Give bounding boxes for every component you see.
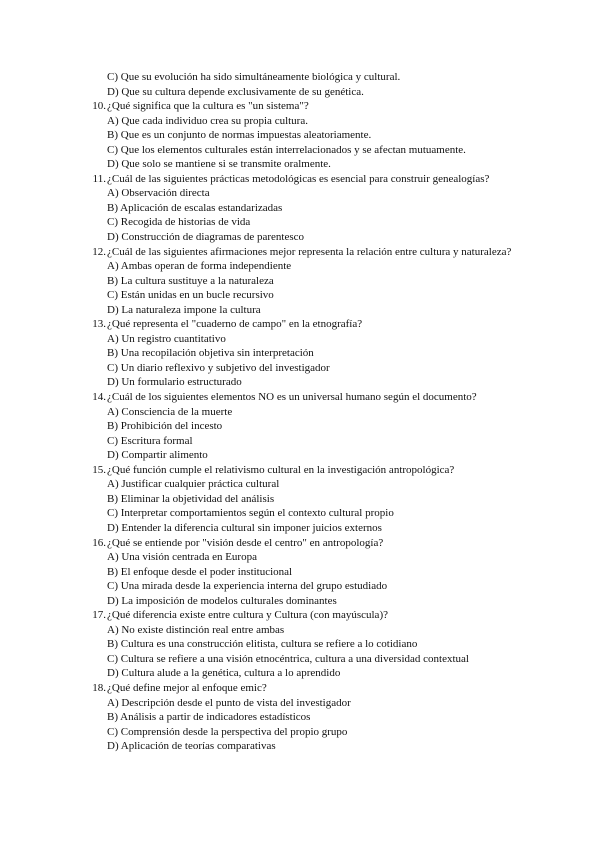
question-17 — [0, 608, 600, 623]
question-12 — [0, 245, 600, 260]
option: D) Aplicación de teorías comparativas — [107, 740, 276, 753]
option: B) El enfoque desde el poder institucional — [107, 565, 293, 578]
question-number: 16. — [92, 536, 106, 549]
option: D) Entender la diferencia cultural sin imponer juicios externos — [107, 521, 382, 534]
option: C) Que los elementos culturales están interrelacionados y se afectan mutuamente. — [107, 143, 466, 156]
option: A) No existe distinción real entre ambas — [107, 623, 285, 636]
question-text: ¿Cuál de las siguientes prácticas metodológicas es esencial para construir genealogías? — [107, 172, 490, 185]
question-15 — [0, 463, 600, 478]
option: A) Ambas operan de forma independiente — [107, 260, 292, 273]
option: B) Análisis a partir de indicadores estadísticos — [107, 711, 311, 724]
option: A) Consciencia de la muerte — [107, 405, 233, 418]
question-number: 14. — [92, 391, 106, 404]
option: C) Recogida de historias de vida — [107, 216, 251, 229]
question-text: ¿Qué se entiende por "visión desde el centro" en antropología? — [107, 536, 384, 549]
question-number: 10. — [92, 100, 106, 113]
option: B) Aplicación de escalas estandarizadas — [107, 201, 283, 214]
option: C) Interpretar comportamientos según el contexto cultural propio — [107, 507, 394, 520]
question-10 — [0, 99, 600, 114]
lead-option-c: C) Que su evolución ha sido simultáneamente biológica y cultural. — [107, 71, 401, 83]
option: A) Descripción desde el punto de vista del investigador — [107, 696, 351, 709]
option: A) Justificar cualquier práctica cultural — [107, 478, 280, 491]
option: A) Una visión centrada en Europa — [107, 551, 257, 564]
question-text: ¿Qué define mejor al enfoque emic? — [107, 681, 267, 694]
question-text: ¿Qué diferencia existe entre cultura y Cultura (con mayúscula)? — [107, 609, 388, 622]
option: D) Compartir alimento — [107, 449, 208, 462]
option: C) Cultura se refiere a una visión etnocéntrica, cultura a una diversidad contextual — [107, 652, 469, 665]
option: D) Cultura alude a la genética, cultura a lo aprendido — [107, 667, 341, 680]
option: B) Que es un conjunto de normas impuestas aleatoriamente. — [107, 129, 372, 142]
option: D) Que solo se mantiene si se transmite oralmente. — [107, 158, 331, 171]
question-18 — [0, 681, 600, 696]
option: B) La cultura sustituye a la naturaleza — [107, 274, 274, 287]
question-number: 18. — [92, 681, 106, 694]
question-16 — [0, 536, 600, 551]
option: C) Están unidas en un bucle recursivo — [107, 289, 274, 302]
question-11 — [0, 172, 600, 187]
question-text: ¿Qué función cumple el relativismo cultural en la investigación antropológica? — [107, 463, 455, 476]
lead-option-d: D) Que su cultura depende exclusivamente de su genética. — [107, 85, 364, 98]
option: D) Un formulario estructurado — [107, 376, 242, 389]
option: B) Cultura es una construcción elitista, cultura se refiere a lo cotidiano — [107, 638, 418, 651]
option: C) Escritura formal — [107, 434, 193, 447]
question-13 — [0, 317, 600, 332]
option: A) Observación directa — [107, 187, 210, 200]
option: D) Construcción de diagramas de parentesco — [107, 231, 305, 244]
option: B) Prohibición del incesto — [107, 420, 223, 433]
question-text: ¿Qué significa que la cultura es "un sistema"? — [107, 100, 309, 113]
question-text: ¿Cuál de las siguientes afirmaciones mejor representa la relación entre cultura y naturaleza? — [107, 245, 512, 258]
option: B) Eliminar la objetividad del análisis — [107, 492, 275, 505]
question-text: ¿Cuál de los siguientes elementos NO es un universal humano según el documento? — [107, 391, 477, 404]
question-number: 12. — [92, 245, 106, 258]
option: B) Una recopilación objetiva sin interpretación — [107, 347, 314, 360]
option: C) Comprensión desde la perspectiva del propio grupo — [107, 725, 348, 738]
question-number: 11. — [92, 172, 106, 185]
option: D) La naturaleza impone la cultura — [107, 303, 261, 316]
option: A) Un registro cuantitativo — [107, 332, 226, 345]
question-number: 15. — [92, 463, 106, 476]
option: C) Una mirada desde la experiencia interna del grupo estudiado — [107, 580, 388, 593]
question-number: 17. — [92, 609, 106, 622]
question-text: ¿Qué representa el "cuaderno de campo" en la etnografía? — [107, 318, 363, 331]
option: C) Un diario reflexivo y subjetivo del investigador — [107, 361, 330, 374]
question-14 — [0, 390, 600, 405]
option: D) La imposición de modelos culturales dominantes — [107, 594, 337, 607]
question-number: 13. — [92, 318, 106, 331]
option: A) Que cada individuo crea su propia cultura. — [107, 114, 308, 127]
question-list — [0, 70, 600, 754]
